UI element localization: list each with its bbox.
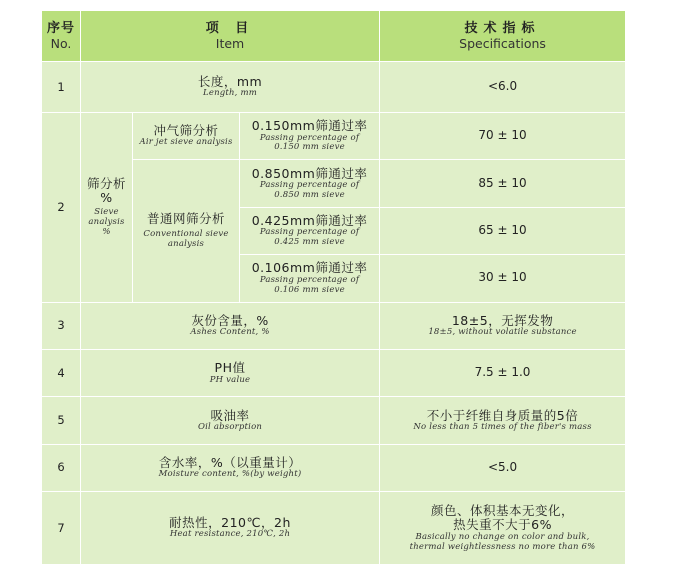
header-item-cell [81, 11, 380, 62]
spec-value: 70 ± 10 [380, 112, 626, 159]
row-number: 1 [42, 62, 81, 112]
sieve-group-en-line2: analysis [88, 217, 125, 228]
sieve-group-cell [81, 112, 133, 302]
table-row [42, 397, 626, 444]
sieve-group-en-line3: % [102, 227, 111, 237]
row-number: 7 [42, 492, 81, 565]
header-item-cn: 项 目 [205, 20, 255, 36]
sieve-group-cn: 筛分析 [86, 175, 126, 191]
sieve-group-unit: % [100, 190, 113, 206]
item-cell [81, 302, 380, 349]
item-cn: 灰份含量，% [191, 312, 269, 328]
sieve-group-en-line1: Sieve [94, 207, 119, 218]
air-jet-cn: 冲气筛分析 [153, 123, 219, 139]
sieve-en-line2: 0.850 mm sieve [274, 189, 345, 200]
sieve-cn: 0.106mm筛通过率 [251, 260, 368, 276]
item-en: Heat resistance, 210℃, 2h [169, 529, 291, 540]
item-cell [81, 350, 380, 397]
header-no-en: No. [50, 35, 72, 51]
spec-value: 65 ± 10 [380, 207, 626, 254]
item-cn: 耐热性，210℃，2h [169, 515, 291, 531]
item-cn: 含水率，%（以重量计） [158, 455, 302, 470]
spec-value: 30 ± 10 [380, 255, 626, 302]
item-cn: PH值 [214, 360, 246, 376]
spec-value: <5.0 [380, 444, 626, 491]
spec-value: 85 ± 10 [380, 160, 626, 207]
item-cell [81, 397, 380, 444]
header-spec-en: Specifications [459, 35, 546, 51]
sieve-en-line1: Passing percentage of [259, 179, 360, 190]
row-number: 4 [42, 350, 81, 397]
sieve-cn: 0.850mm筛通过率 [251, 165, 368, 181]
spec-cn: 不小于纤维自身质量的5倍 [426, 407, 579, 423]
sieve-cell [240, 255, 380, 302]
conventional-sieve-cn: 普通网筛分析 [146, 211, 225, 226]
specifications-table [41, 10, 626, 565]
row-number: 6 [42, 444, 81, 491]
header-spec-cell [380, 11, 626, 62]
row-number: 5 [42, 397, 81, 444]
header-no-cell [42, 11, 81, 62]
spec-cell [380, 397, 626, 444]
conventional-sieve-en-line2: analysis [167, 239, 205, 250]
header-no-cn: 序号 [46, 20, 75, 36]
spec-value: 7.5 ± 1.0 [380, 350, 626, 397]
sieve-cn: 0.425mm筛通过率 [251, 213, 368, 228]
conventional-sieve-en-line1: Conventional sieve [143, 229, 229, 240]
spec-en: 18±5, without volatile substance [428, 327, 577, 338]
table-row [42, 62, 626, 112]
spec-en-line1: Basically no change on color and bulk, [415, 531, 590, 542]
table-row [42, 444, 626, 491]
air-jet-cell [133, 112, 240, 159]
item-cell [81, 444, 380, 491]
sieve-cell [240, 207, 380, 254]
spec-cell [380, 302, 626, 349]
header-row [42, 11, 626, 62]
sieve-cn: 0.150mm筛通过率 [251, 118, 368, 134]
sieve-en-line1: Passing percentage of [259, 227, 360, 238]
spec-cn-line1: 颜色、体积基本无变化， [431, 503, 575, 518]
item-en: Ashes Content, % [190, 327, 270, 338]
spec-cell [380, 492, 626, 565]
sieve-en-line2: 0.150 mm sieve [274, 142, 345, 153]
spec-value: <6.0 [380, 62, 626, 112]
air-jet-en: Air jet sieve analysis [139, 137, 233, 148]
spec-cn: 18±5，无挥发物 [451, 312, 554, 328]
sieve-en-line1: Passing percentage of [259, 132, 360, 143]
conventional-sieve-cell [133, 160, 240, 302]
item-cn: 长度，mm [197, 74, 263, 90]
header-spec-cn: 技术指标 [464, 20, 541, 36]
spec-cn-line2: 热失重不大于6% [453, 517, 552, 533]
sieve-cell [240, 160, 380, 207]
table-row [42, 350, 626, 397]
spec-en: No less than 5 times of the fiber's mass [413, 421, 592, 432]
row-number: 3 [42, 302, 81, 349]
sieve-en-line2: 0.425 mm sieve [274, 237, 345, 248]
sieve-cell [240, 112, 380, 159]
item-en: Oil absorption [197, 421, 263, 432]
table-row [42, 112, 626, 159]
row-number: 2 [42, 112, 81, 302]
sieve-en-line1: Passing percentage of [259, 274, 360, 285]
item-cell [81, 62, 380, 112]
item-cell [81, 492, 380, 565]
item-en: Length, mm [203, 88, 258, 99]
table-row [42, 302, 626, 349]
sieve-en-line2: 0.106 mm sieve [274, 284, 345, 295]
header-item-en: Item [215, 35, 245, 51]
item-en: PH value [209, 374, 251, 385]
item-en: Moisture content, %(by weight) [158, 469, 302, 480]
spec-en-line2: thermal weightlessness no more than 6% [409, 541, 596, 552]
item-cn: 吸油率 [210, 407, 250, 423]
table-row [42, 492, 626, 565]
